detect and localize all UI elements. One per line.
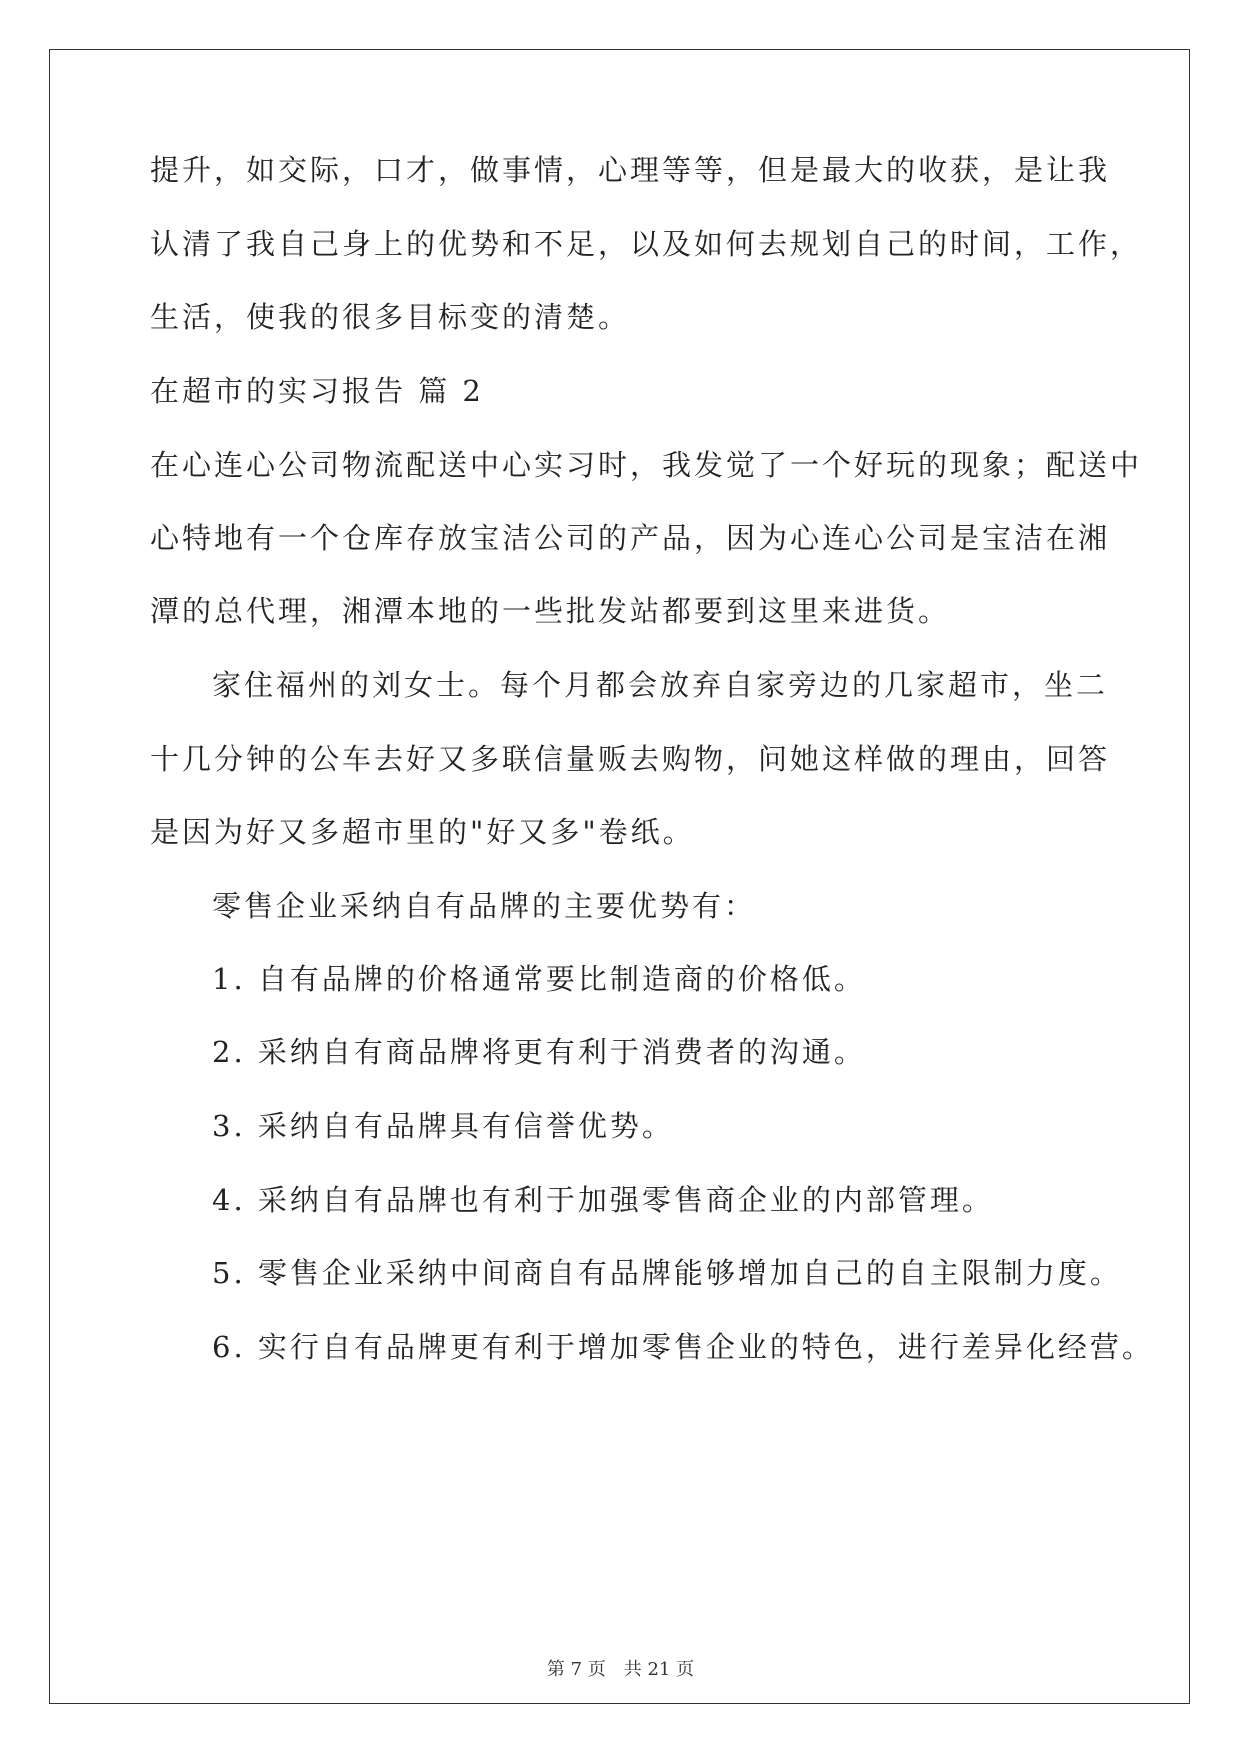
list-intro: 零售企业采纳自有品牌的主要优势有： [212, 889, 757, 923]
list-item: 1. 自有品牌的价格通常要比制造商的价格低。 [212, 962, 866, 996]
paragraph-line: 心特地有一个仓库存放宝洁公司的产品，因为心连心公司是宝洁在湘 [150, 521, 1111, 555]
list-item: 6. 实行自有品牌更有利于增加零售企业的特色，进行差异化经营。 [212, 1330, 1154, 1364]
paragraph-line: 生活，使我的很多目标变的清楚。 [150, 300, 631, 334]
paragraph-line: 是因为好又多超市里的"好又多"卷纸。 [150, 815, 695, 849]
paragraph-line: 提升，如交际，口才，做事情，心理等等，但是最大的收获，是让我 [150, 153, 1111, 187]
list-item: 4. 采纳自有品牌也有利于加强零售商企业的内部管理。 [212, 1183, 994, 1217]
paragraph-line: 在心连心公司物流配送中心实习时，我发觉了一个好玩的现象；配送中 [150, 448, 1143, 482]
paragraph-line: 家住福州的刘女士。每个月都会放弃自家旁边的几家超市，坐二 [212, 668, 1109, 702]
paragraph-line: 十几分钟的公车去好又多联信量贩去购物，问她这样做的理由，回答 [150, 742, 1111, 776]
page-footer: 第 7 页 共 21 页 [546, 1659, 695, 1680]
paragraph-line: 潭的总代理，湘潭本地的一些批发站都要到这里来进货。 [150, 594, 951, 628]
section-heading: 在超市的实习报告 篇 2 [150, 374, 484, 408]
list-item: 5. 零售企业采纳中间商自有品牌能够增加自己的自主限制力度。 [212, 1256, 1122, 1290]
list-item: 3. 采纳自有品牌具有信誉优势。 [212, 1109, 674, 1143]
list-item: 2. 采纳自有商品牌将更有利于消费者的沟通。 [212, 1035, 866, 1069]
paragraph-line: 认清了我自己身上的优势和不足，以及如何去规划自己的时间，工作， [150, 227, 1143, 261]
